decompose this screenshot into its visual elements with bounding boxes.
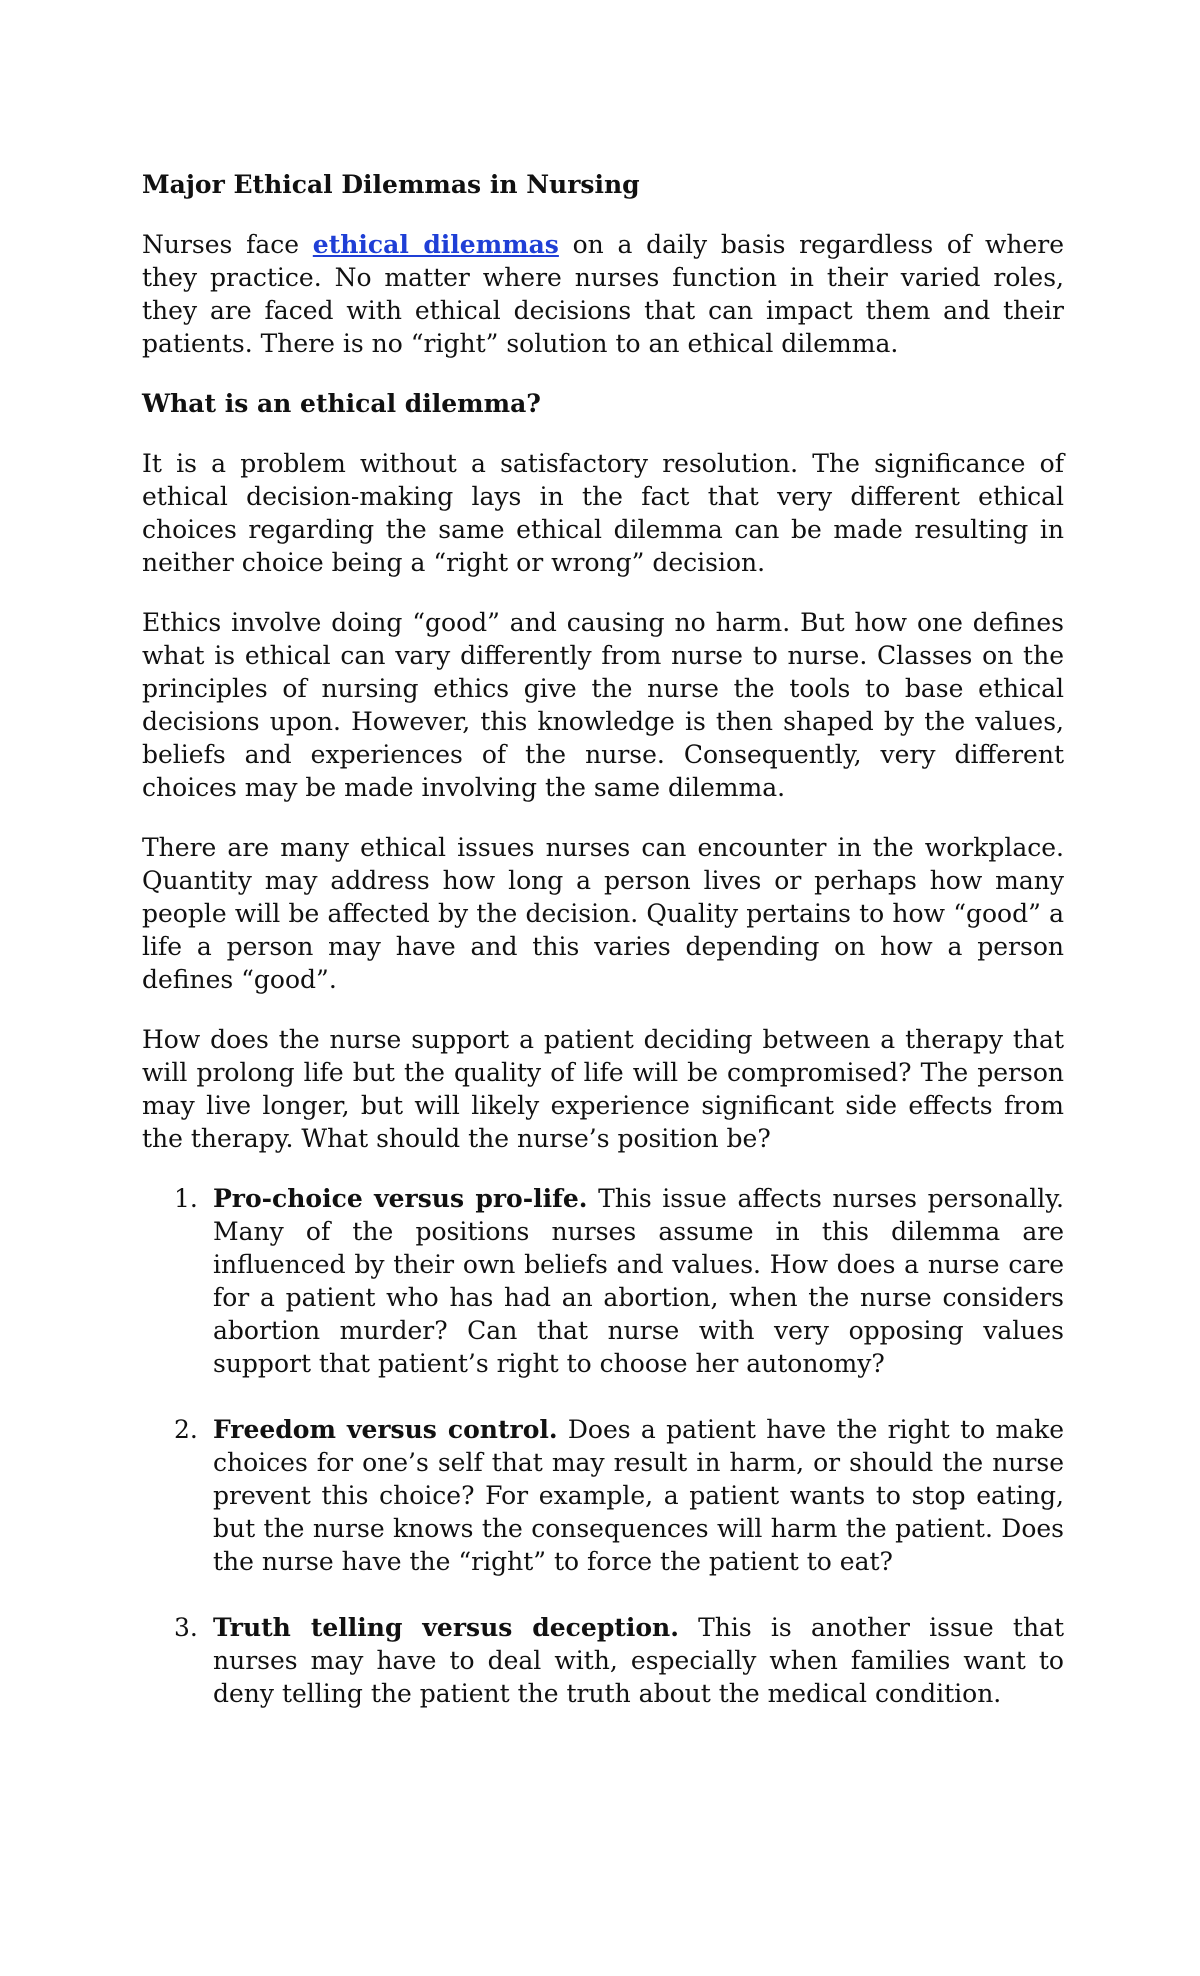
- intro-text-before-link: Nurses face: [142, 230, 313, 259]
- list-item-pro-choice: [142, 1182, 1064, 1380]
- list-item-freedom: [142, 1413, 1064, 1578]
- list-number: 2.: [174, 1415, 198, 1444]
- list-number: 1.: [174, 1184, 198, 1213]
- list-item-truth-telling: [142, 1611, 1064, 1710]
- list-item-text: This issue affects nurses personally. Many of the positions nurses assume in this dilemma are influenced by their own beliefs and values. How does a nurse care for a patient who has had an abortion, when the nurse considers abortion murder? Can that nurse with very opposing values support that patient’s right to choose her autonomy?: [213, 1184, 1064, 1378]
- list-item-lead: Freedom versus control.: [213, 1415, 558, 1444]
- section-heading: What is an ethical dilemma?: [142, 389, 541, 418]
- list-item-lead: Pro-choice versus pro-life.: [213, 1184, 588, 1213]
- list-number: 3.: [174, 1613, 198, 1642]
- list-item-text: This is another issue that nurses may have to deal with, especially when families want to deny telling the patient the truth about the medical condition.: [213, 1613, 1065, 1708]
- list-spacer: [142, 1578, 1064, 1611]
- ethical-dilemmas-link[interactable]: ethical dilemmas: [312, 230, 559, 259]
- ethical-issues-list: [142, 1182, 1064, 1710]
- document-title: Major Ethical Dilemmas in Nursing: [142, 170, 640, 199]
- paragraph-quantity-quality: There are many ethical issues nurses can encounter in the workplace. Quantity may address how long a person lives or perhaps how many people will be affected by the decision. Quality pertains to how “good” a life a person may have and this varies depending on how a person defines “good”.: [142, 833, 1064, 994]
- document-page: [142, 168, 1064, 1710]
- intro-text-after-link: on a daily basis regardless of where they practice. No matter where nurses function in their varied roles, they are faced with ethical decisions that can impact them and their patients. There is no “right” solution to an ethical dilemma.: [142, 230, 1064, 358]
- paragraph-definition: It is a problem without a satisfactory resolution. The significance of ethical decision-making lays in the fact that very different ethical choices regarding the same ethical dilemma can be made resulting in neither choice being a “right or wrong” decision.: [142, 449, 1064, 577]
- intro-paragraph: [142, 228, 1064, 360]
- paragraph-ethics: Ethics involve doing “good” and causing no harm. But how one defines what is ethical can vary differently from nurse to nurse. Classes on the principles of nursing ethics give the nurse the tools to base ethical decisions upon. However, this knowledge is then shaped by the values, beliefs and experiences of the nurse. Consequently, very different choices may be made involving the same dilemma.: [142, 608, 1064, 802]
- list-item-lead: Truth telling versus deception.: [213, 1613, 679, 1642]
- paragraph-therapy-question: How does the nurse support a patient deciding between a therapy that will prolong life but the quality of life will be compromised? The person may live longer, but will likely experience significant side effects from the therapy. What should the nurse’s position be?: [142, 1025, 1064, 1153]
- list-spacer: [142, 1380, 1064, 1413]
- list-item-text: Does a patient have the right to make choices for one’s self that may result in harm, or should the nurse prevent this choice? For example, a patient wants to stop eating, but the nurse knows the consequences will harm the patient. Does the nurse have the “right” to force the patient to eat?: [213, 1415, 1065, 1576]
